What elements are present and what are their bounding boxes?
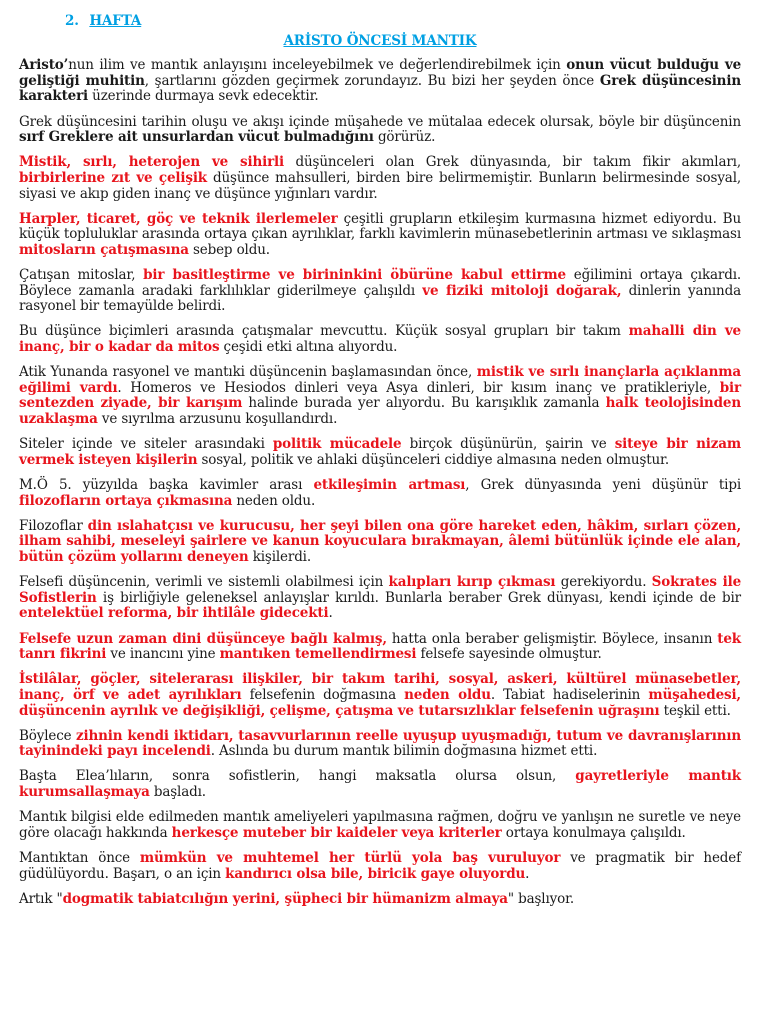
- highlighted-text: Harpler, ticaret, göç ve teknik ilerlemeler: [19, 210, 338, 227]
- highlighted-text: Felsefe uzun zaman dini düşünceye bağlı kalmış,: [19, 630, 387, 647]
- paragraph: [19, 115, 741, 146]
- section-title: ARİSTO ÖNCESİ MANTIK: [283, 32, 477, 49]
- text-run: eğilimini ortaya çıkardı. Böylece zamanla aradaki farklılıklar giderilmeye çalışıldı: [19, 267, 742, 299]
- text-run: düşünceleri olan Grek dünyasında, bir takım fikir akımları,: [284, 154, 741, 171]
- highlighted-text: Sokrates ile Sofistlerin: [19, 574, 742, 606]
- text-run: Böylece: [19, 727, 76, 744]
- text-run: .: [328, 605, 333, 622]
- text-run: çeşitli grupların etkileşim kurmasına hizmet ediyordu. Bu küçük topluluklar arasında ortaya çıkan ayrılıklar, farklı kavimlerin münasebetlerinin artması ve sıklaşması: [19, 210, 741, 243]
- highlighted-text: mantıken temellendirmesi: [219, 646, 417, 663]
- paragraph: [19, 365, 741, 427]
- week-heading: [65, 14, 741, 30]
- text-run: sosyal, politik ve ahlaki düşünceleri ciddiye almasına neden olmuştur.: [197, 451, 670, 468]
- highlighted-text: kalıpları kırıp çıkması: [388, 574, 556, 591]
- bold-text: Aristo’: [19, 57, 69, 74]
- highlighted-text: entelektüel reforma, bir ihtilâle gidecekti: [19, 605, 329, 622]
- bold-text: Grek düşüncesinin karakteri: [19, 72, 741, 105]
- text-run: . Homeros ve Hesiodos dinleri veya Asya dinleri, bir kısım inanç ve pratikleriyle,: [117, 379, 720, 396]
- highlighted-text: mahalli din ve inanç, bir o kadar da mitos: [19, 323, 741, 356]
- highlighted-text: İstilâlar, göçler, sitelerarası ilişkiler, bir takım tarihi, sosyal, askeri, kültürel münasebetler, inanç, örf ve adet ayrılıkları: [19, 671, 741, 703]
- text-run: gerekiyordu.: [555, 574, 652, 591]
- paragraph: [19, 575, 741, 622]
- paragraph: [19, 155, 741, 202]
- paragraph: [19, 212, 741, 259]
- text-run: .: [525, 865, 530, 882]
- document-page: [19, 14, 741, 917]
- text-run: Artık ": [19, 890, 63, 907]
- text-run: felsefenin doğmasına: [241, 686, 405, 703]
- paragraph: [19, 851, 741, 882]
- paragraph: [19, 672, 741, 719]
- text-run: . Tabiat hadiselerinin: [490, 686, 649, 703]
- text-run: Çatışan mitoslar,: [19, 267, 144, 284]
- paragraph: [19, 892, 741, 908]
- bold-text: sırf Greklere ait unsurlardan vücut bulmadığını: [19, 129, 374, 146]
- text-run: Başta Elea’lıların, sonra sofistlerin, hangi maksatla olursa olsun,: [19, 768, 576, 785]
- paragraph: [19, 268, 741, 315]
- paragraph: [19, 810, 741, 841]
- highlighted-text: Mistik, sırlı, heterojen ve sihirli: [19, 154, 285, 171]
- highlighted-text: ve fiziki mitoloji doğarak,: [422, 282, 622, 299]
- text-run: teşkil etti.: [659, 702, 731, 719]
- highlighted-text: etkileşimin artması: [313, 477, 466, 493]
- highlighted-text: bir sentezden ziyade, bir karışım: [19, 379, 741, 412]
- text-run: Atik Yunanda rasyonel ve mantıki düşüncenin başlamasından önce,: [19, 364, 477, 381]
- bold-text: onun vücut bulduğu ve geliştiği muhitin: [19, 57, 742, 89]
- week-label-link[interactable]: HAFTA: [89, 13, 142, 29]
- text-run: halinde burada yer alıyordu. Bu karışıklık zamanla: [242, 395, 606, 412]
- text-run: ve pragmatik bir hedef güdülüyordu. Başarı, o an için: [19, 850, 741, 882]
- highlighted-text: tek tanrı fikrini: [19, 630, 741, 663]
- highlighted-text: gayretleriyle mantık kurumsallaşmaya: [19, 768, 741, 801]
- highlighted-text: politik mücadele: [272, 436, 402, 453]
- highlighted-text: din ıslahatçısı ve kurucusu, her şeyi bilen ona göre hareket eden, hâkim, sırları çözen, ilham sahibi, meseleyi şairlere ve kanun koyuculara bırakmayan, âlemi bütünlük içinde ele alan, bütün çözüm yollarını deneyen: [19, 517, 742, 565]
- text-run: Mantık bilgisi elde edilmeden mantık ameliyeleri yapılmasına rağmen, doğru ve yanlışın ne suretle ve neye göre olacağı hakkında: [19, 809, 741, 841]
- text-run: ortaya konulmaya çalışıldı.: [501, 824, 686, 841]
- text-run: nun ilim ve mantık anlayışını inceleyebilmek ve değerlendirebilmek için: [68, 57, 567, 74]
- text-run: iş birliğiyle geleneksel anlayışlar kırıldı. Bunlarla beraber Grek dünyası, kendi içinde de bir: [96, 589, 741, 606]
- week-number: 2.: [65, 13, 79, 29]
- text-run: ve inancını yine: [106, 646, 220, 663]
- text-run: . Aslında bu durum mantık bilimin doğmasına hizmet etti.: [210, 743, 598, 760]
- highlighted-text: zihnin kendi iktidarı, tasavvurlarının reelle uyuşup uyuşmadığı, tutum ve davranışlarının tayinindeki payı incelendi: [19, 727, 742, 760]
- text-run: Bu düşünce biçimleri arasında çatışmalar mevcuttu. Küçük sosyal grupları bir takım: [19, 323, 629, 340]
- text-run: Felsefi düşüncenin, verimli ve sistemli olabilmesi için: [19, 574, 389, 591]
- highlighted-text: herkesçe muteber bir kaideler veya kriterler: [171, 824, 502, 841]
- text-run: , şartlarını gözden geçirmek zorundayız. Bu bizi her şeyden önce: [144, 72, 600, 89]
- text-run: , Grek dünyasında yeni düşünür tipi: [465, 477, 741, 493]
- text-run: çeşidi etki altına alıyordu.: [219, 339, 398, 356]
- paragraph: [19, 632, 741, 663]
- text-run: kişilerdi.: [248, 548, 311, 565]
- text-run: " başlıyor.: [507, 890, 575, 907]
- highlighted-text: mitosların çatışmasına: [19, 241, 189, 258]
- highlighted-text: birbirlerine zıt ve çelişik: [19, 169, 207, 186]
- highlighted-text: müşahedesi, düşüncenin ayrılık ve değişikliği, çelişme, çatışma ve tutarsızlıklar felsefenin uğraşını: [19, 686, 741, 719]
- paragraph: [19, 519, 741, 566]
- highlighted-text: bir basitleştirme ve birininkini öbürüne kabul ettirme: [143, 267, 566, 284]
- highlighted-text: siteye bir nizam vermek isteyen kişilerin: [19, 436, 741, 468]
- text-run: M.Ö 5. yüzyılda başka kavimler arası: [19, 477, 314, 493]
- highlighted-text: dogmatik tabiatcılığın yerini, şüpheci bir hümanizm almaya: [62, 890, 508, 907]
- text-run: birçok düşünürün, şairin ve: [401, 436, 615, 453]
- paragraph: [19, 58, 741, 105]
- text-run: felsefe sayesinde olmuştur.: [416, 646, 602, 663]
- highlighted-text: mistik ve sırlı inançlarla açıklanma eğilimi vardı: [19, 364, 741, 396]
- highlighted-text: neden oldu: [404, 686, 491, 703]
- text-run: ve sıyrılma arzusunu koşullandırdı.: [97, 411, 338, 428]
- text-run: başladı.: [149, 784, 206, 801]
- highlighted-text: mümkün ve muhtemel her türlü yola baş vuruluyor: [139, 850, 561, 867]
- paragraph: [19, 437, 741, 468]
- text-run: görürüz.: [373, 129, 436, 146]
- highlighted-text: halk teolojisinden uzaklaşma: [19, 395, 741, 428]
- text-run: sebep oldu.: [188, 241, 270, 258]
- text-run: neden oldu.: [232, 492, 316, 509]
- paragraph: [19, 478, 741, 509]
- highlighted-text: kandırıcı olsa bile, biricik gaye oluyordu: [225, 865, 526, 882]
- text-run: Siteler içinde ve siteler arasındaki: [19, 436, 273, 453]
- text-run: Mantıktan önce: [19, 850, 140, 867]
- paragraph: [19, 324, 741, 355]
- highlighted-text: filozofların ortaya çıkmasına: [19, 492, 233, 509]
- text-run: hatta onla beraber gelişmiştir. Böylece, insanın: [386, 630, 718, 647]
- paragraph: [19, 769, 741, 800]
- body-text: [19, 58, 741, 907]
- text-run: dinlerin yanında rasyonel bir temayülde belirdi.: [19, 282, 741, 315]
- text-run: düşünce mahsulleri, birden bire belirmemiştir. Bunların belirmesinde sosyal, siyasi ve akıp giden inanç ve düşünce yığınları vardır.: [19, 169, 741, 202]
- paragraph: [19, 729, 741, 760]
- text-run: Filozoflar: [19, 517, 88, 534]
- text-run: Grek düşüncesini tarihin oluşu ve akışı içinde müşahede ve mütalaa edecek olursak, böyle bir düşüncenin: [19, 113, 741, 130]
- text-run: üzerinde durmaya sevk edecektir.: [88, 88, 319, 105]
